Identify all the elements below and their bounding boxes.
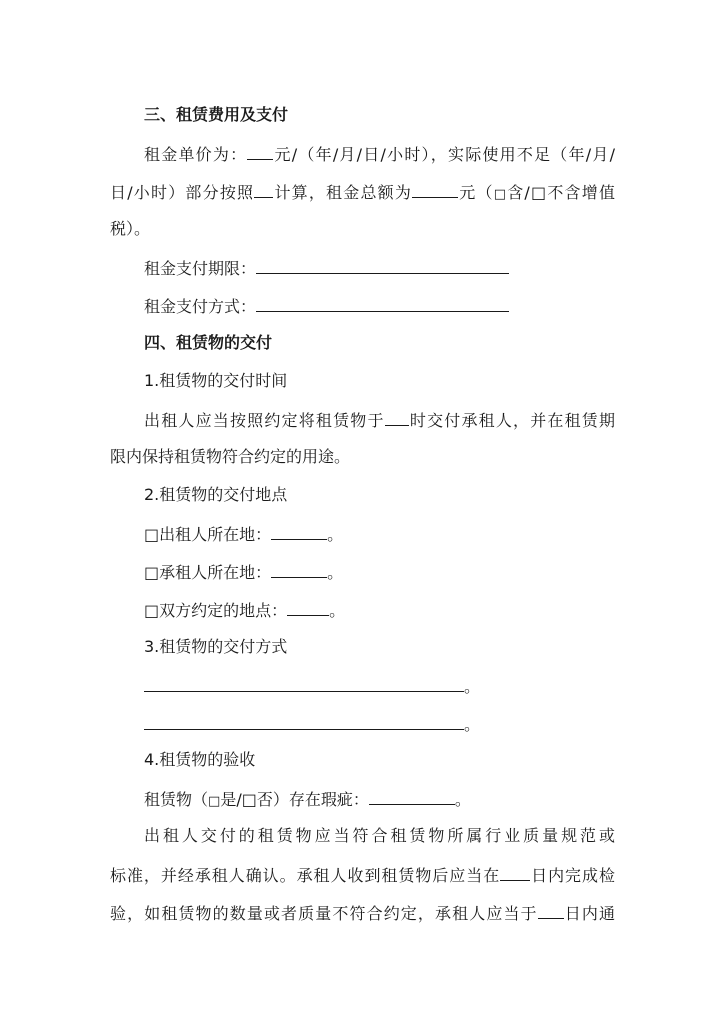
rent-payment-method: 租金支付方式： bbox=[144, 294, 615, 316]
blank-field bbox=[144, 674, 464, 692]
section-heading-3: 三、租赁费用及支付 bbox=[144, 105, 289, 124]
option-lessee-location: □承租人所在地： 。 bbox=[144, 560, 615, 582]
rent-payment-period: 租金支付期限： bbox=[144, 256, 615, 278]
blank-field bbox=[500, 863, 530, 881]
blank-field bbox=[256, 256, 509, 274]
blank-field bbox=[369, 787, 455, 805]
rent-partial-calc-line: 日/小时）部分按照 计算，租金总额为 元（□含/□不含增值 bbox=[110, 180, 615, 202]
checkbox-flaw-yes[interactable]: □ bbox=[208, 794, 221, 809]
option-lessor-location: □出租人所在地： 。 bbox=[144, 522, 615, 544]
blank-field bbox=[271, 522, 327, 540]
blank-field bbox=[287, 598, 329, 616]
delivery-method-line-1: 。 bbox=[144, 674, 615, 696]
subsection-4-title: 4.租赁物的验收 bbox=[144, 750, 256, 769]
subsection-2-title: 2.租赁物的交付地点 bbox=[144, 485, 288, 504]
rent-unit-price-line: 租金单价为： 元/（年/月/日/小时），实际使用不足（年/月/ bbox=[144, 142, 615, 164]
acceptance-paragraph-line-1: 出租人交付的租赁物应当符合租赁物所属行业质量规范或 bbox=[144, 826, 615, 845]
delivery-time-paragraph-cont: 限内保持租赁物符合约定的用途。 bbox=[110, 447, 351, 466]
blank-field bbox=[412, 180, 458, 198]
acceptance-paragraph-line-3: 验，如租赁物的数量或者质量不符合约定，承租人应当于 日内通 bbox=[110, 901, 615, 923]
delivery-time-paragraph: 出租人应当按照约定将租赁物于 时交付承租人，并在租赁期 bbox=[144, 408, 615, 430]
blank-field bbox=[271, 560, 327, 578]
checkbox-tax-excluded-label: □不含增值 bbox=[529, 183, 615, 202]
acceptance-paragraph-line-2: 标准，并经承租人确认。承租人收到租赁物后应当在 日内完成检 bbox=[110, 863, 615, 885]
blank-field bbox=[254, 180, 273, 198]
subsection-1-title: 1.租赁物的交付时间 bbox=[144, 371, 288, 390]
section-heading-4: 四、租赁物的交付 bbox=[144, 333, 273, 352]
blank-field bbox=[144, 712, 464, 730]
rent-tax-line-end: 税）。 bbox=[110, 219, 151, 238]
option-agreed-location: □双方约定的地点： 。 bbox=[144, 598, 615, 620]
blank-field bbox=[385, 408, 409, 426]
subsection-3-title: 3.租赁物的交付方式 bbox=[144, 637, 288, 656]
checkbox-tax-included[interactable]: □ bbox=[493, 187, 508, 202]
blank-field bbox=[256, 294, 509, 312]
blank-field bbox=[538, 901, 564, 919]
blank-field bbox=[247, 142, 273, 160]
flaw-line: 租赁物（□是/□否）存在瑕疵： 。 bbox=[144, 787, 615, 809]
delivery-method-line-2: 。 bbox=[144, 712, 615, 734]
